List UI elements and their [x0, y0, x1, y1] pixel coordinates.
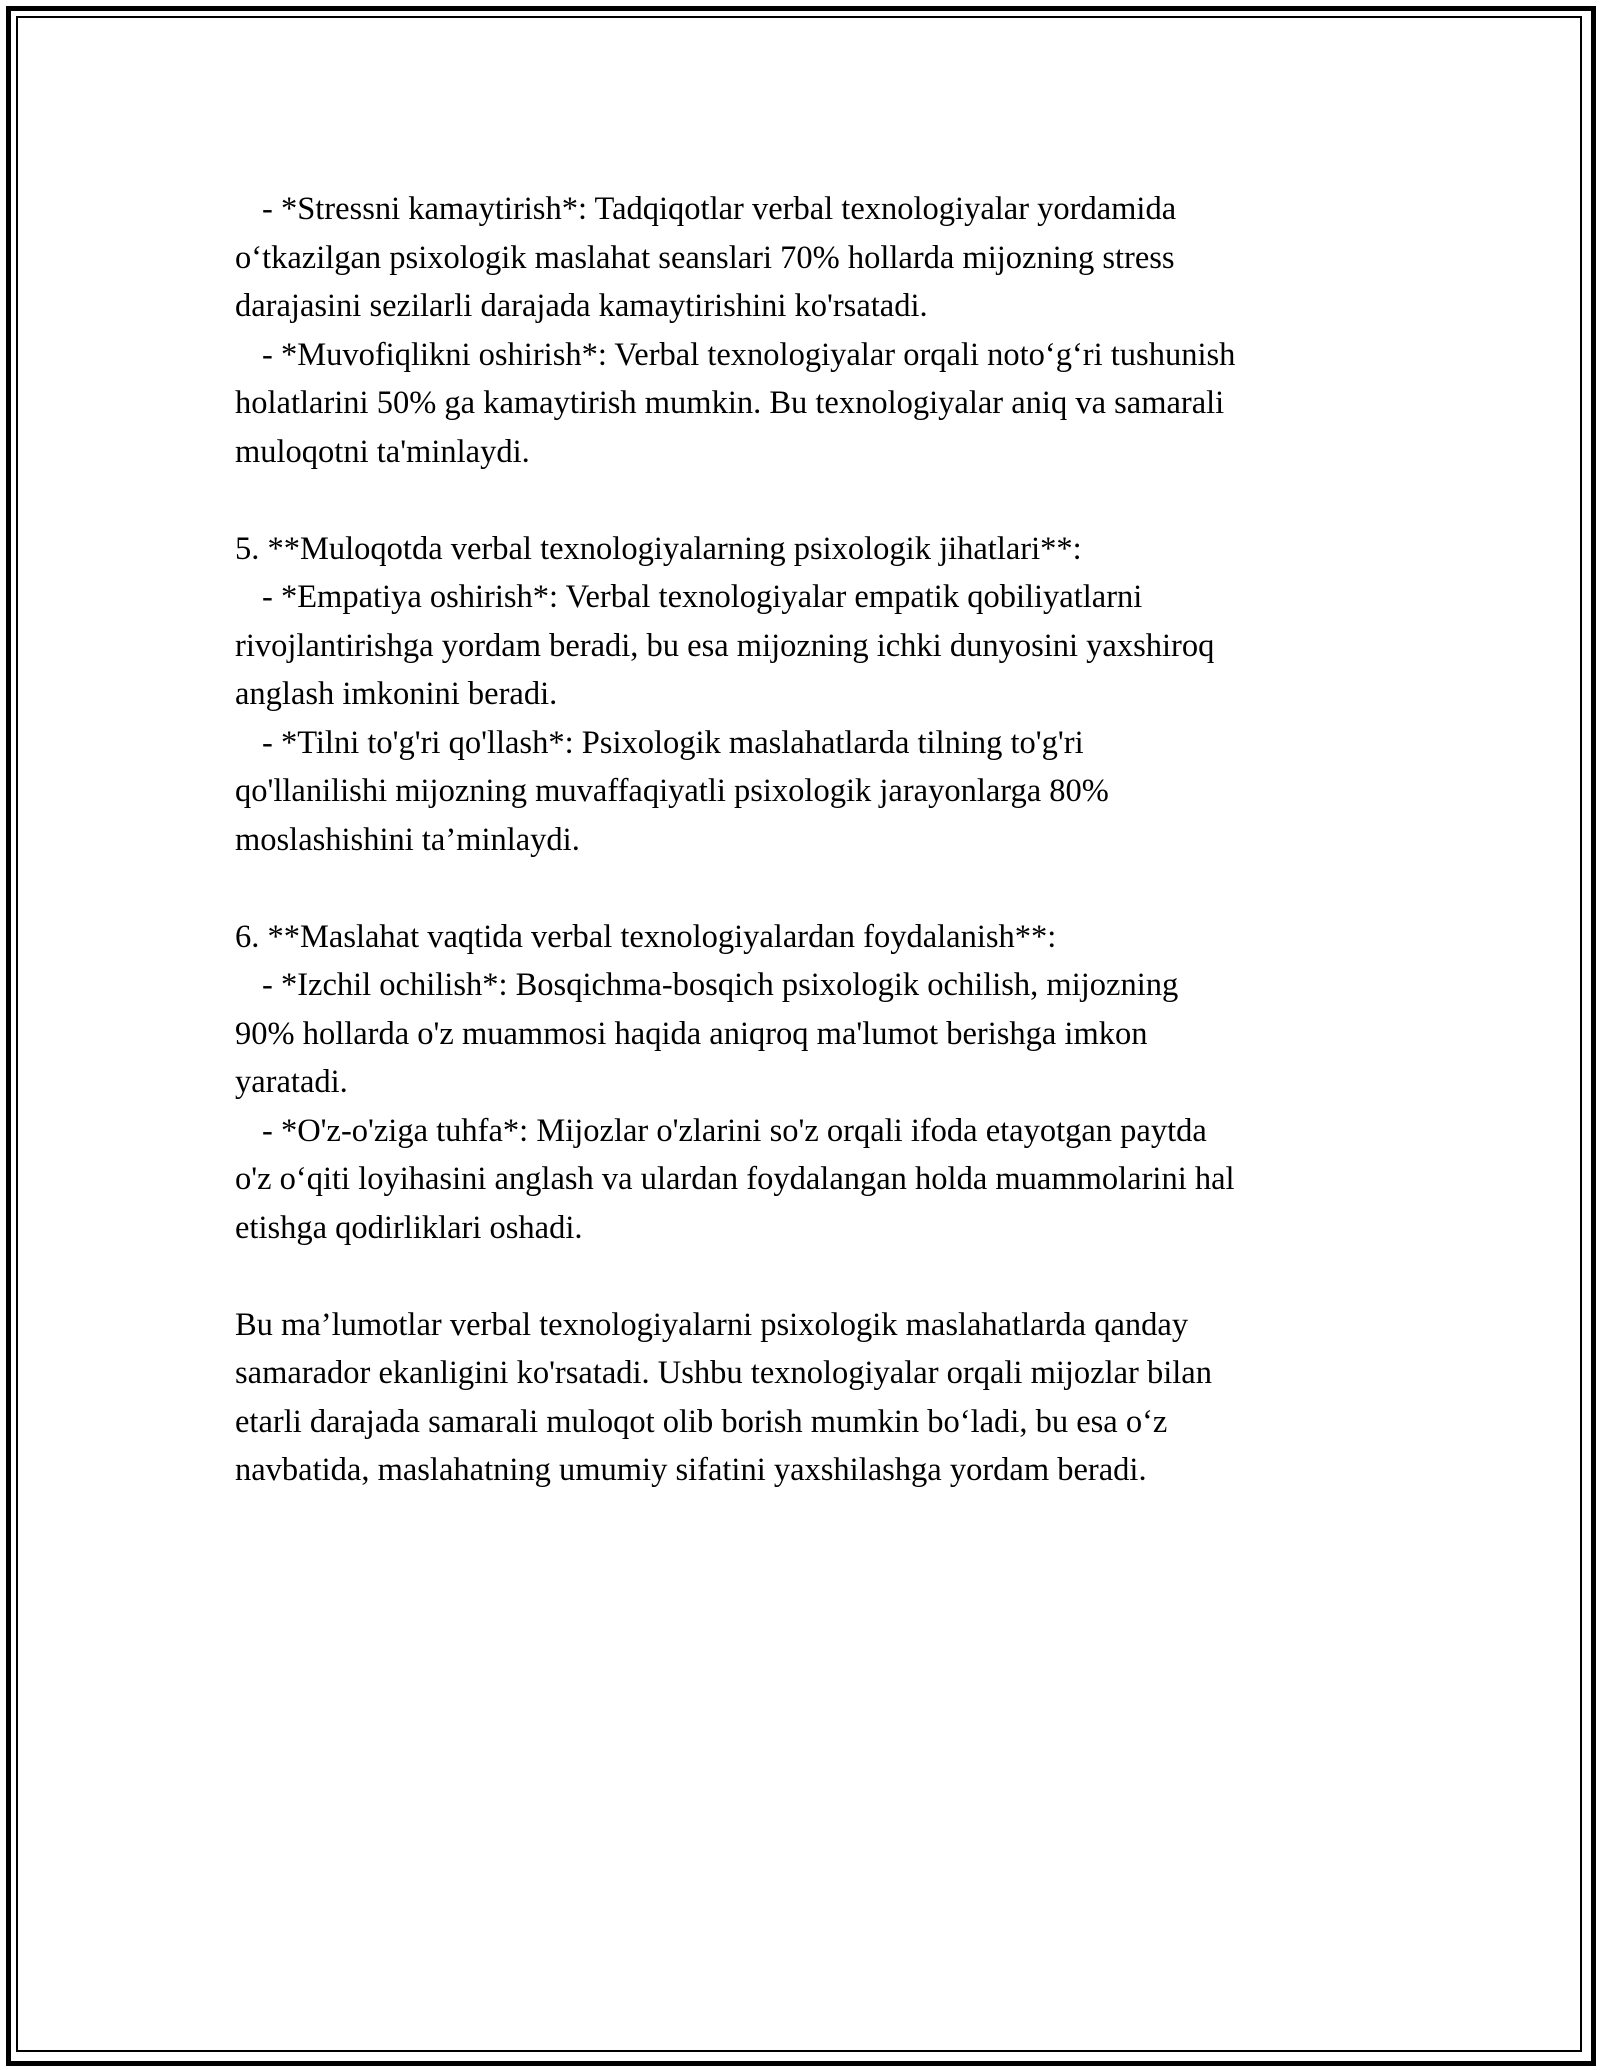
list-item-tilni: [235, 719, 1385, 865]
text-line: o‘tkazilgan psixologik maslahat seanslari 70% hollarda mijozning stress: [235, 239, 1175, 276]
text-line: samarador ekanligini ko'rsatadi. Ushbu texnologiyalar orqali mijozlar bilan: [235, 1355, 1212, 1391]
text-line: - *O'z-o'ziga tuhfa*: Mijozlar o'zlarini so'z orqali ifoda etayotgan paytda: [262, 1112, 1207, 1149]
paragraph-spacer: [235, 864, 1385, 913]
text-line: holatlarini 50% ga kamaytirish mumkin. Bu texnologiyalar aniq va samarali: [235, 385, 1225, 421]
text-line: yaratadi.: [235, 1064, 348, 1100]
text-line: - *Tilni to'g'ri qo'llash*: Psixologik maslahatlarda tilning to'g'ri: [262, 724, 1084, 761]
list-item-ozoziga: [235, 1107, 1385, 1253]
text-line: 90% hollarda o'z muammosi haqida aniqroq ma'lumot berishga imkon: [235, 1015, 1148, 1052]
text-line: - *Stressni kamaytirish*: Tadqiqotlar verbal texnologiyalar yordamida: [262, 191, 1177, 227]
list-item-izchil: [235, 961, 1385, 1107]
text-line: Bu ma’lumotlar verbal texnologiyalarni psixologik maslahatlarda qanday: [235, 1306, 1189, 1343]
section-heading-5: [235, 525, 1385, 574]
list-item-stress: [235, 185, 1385, 331]
text-line: anglash imkonini beradi.: [235, 676, 558, 712]
heading-line: 5. **Muloqotda verbal texnologiyalarning psixologik jihatlari**:: [235, 530, 1082, 567]
text-line: - *Empatiya oshirish*: Verbal texnologiyalar empatik qobiliyatlarni: [262, 579, 1143, 615]
heading-line: 6. **Maslahat vaqtida verbal texnologiyalardan foydalanish**:: [235, 918, 1057, 955]
text-line: etishga qodirliklari oshadi.: [235, 1209, 583, 1246]
list-item-muvofiqlik: [235, 331, 1385, 477]
paragraph-spacer: [235, 1252, 1385, 1301]
document-body: [235, 185, 1385, 1495]
text-line: navbatida, maslahatning umumiy sifatini yaxshilashga yordam beradi.: [235, 1452, 1147, 1488]
text-line: - *Muvofiqlikni oshirish*: Verbal texnologiyalar orqali noto‘g‘ri tushunish: [262, 336, 1236, 373]
paragraph-spacer: [235, 476, 1385, 525]
text-line: etarli darajada samarali muloqot olib borish mumkin bo‘ladi, bu esa o‘z: [235, 1403, 1168, 1440]
text-line: moslashishini ta’minlaydi.: [235, 821, 580, 858]
conclusion-paragraph: [235, 1301, 1385, 1495]
text-line: - *Izchil ochilish*: Bosqichma-bosqich psixologik ochilish, mijozning: [262, 967, 1179, 1003]
list-item-empatiya: [235, 573, 1385, 719]
text-line: rivojlantirishga yordam beradi, bu esa mijozning ichki dunyosini yaxshiroq: [235, 627, 1215, 664]
text-line: qo'llanilishi mijozning muvaffaqiyatli psixologik jarayonlarga 80%: [235, 773, 1109, 809]
section-heading-6: [235, 913, 1385, 962]
text-line: o'z o‘qiti loyihasini anglash va ulardan foydalangan holda muammolarini hal: [235, 1161, 1235, 1197]
text-line: muloqotni ta'minlaydi.: [235, 433, 530, 470]
text-line: darajasini sezilarli darajada kamaytirishini ko'rsatadi.: [235, 288, 928, 324]
